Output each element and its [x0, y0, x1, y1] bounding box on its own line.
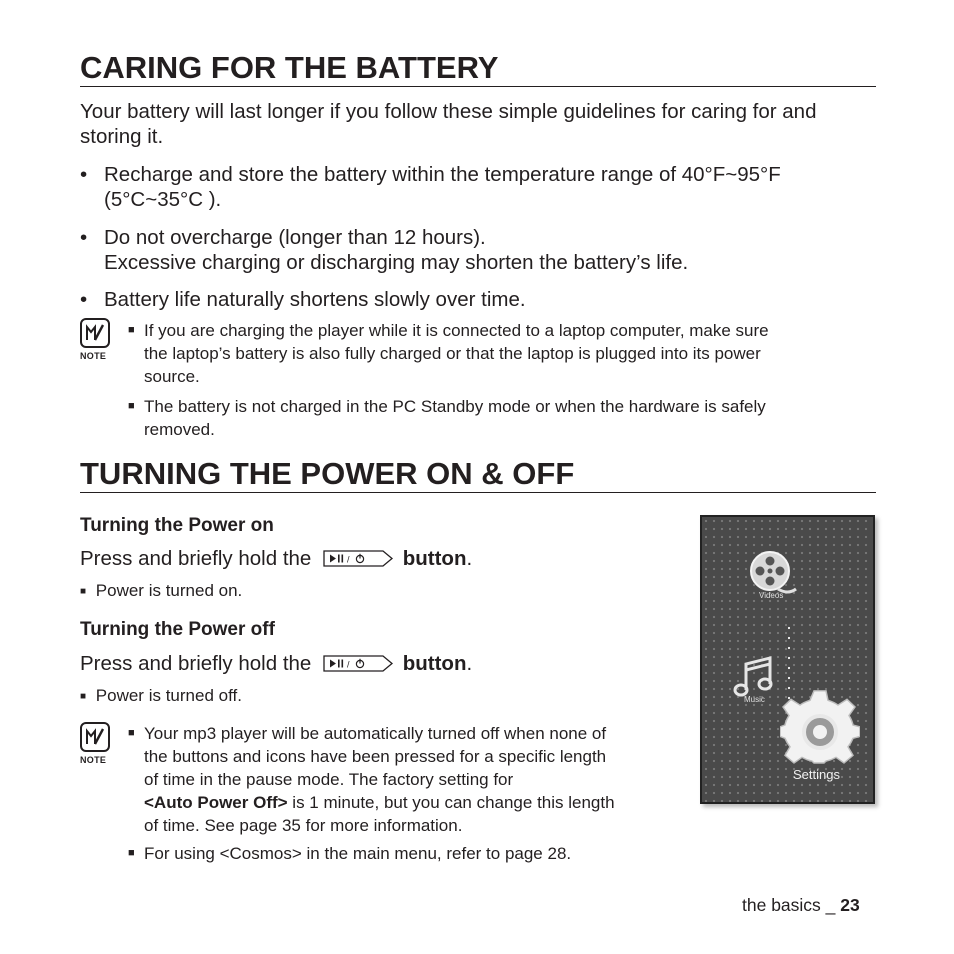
- instruction-text: Press and briefly hold the: [80, 652, 312, 675]
- title-rule: [80, 492, 876, 493]
- svg-text:/: /: [347, 659, 350, 670]
- note-text: of time in the pause mode. The factory setting for: [144, 770, 514, 789]
- button-word: button: [402, 547, 467, 570]
- bullet-text: (5°C~35°C ).: [104, 188, 222, 211]
- play-pause-button-icon: [323, 550, 393, 567]
- heading-power-off: Turning the Power off: [80, 619, 275, 640]
- settings-label: Settings: [793, 767, 840, 782]
- instruction-text: Press and briefly hold the: [80, 547, 312, 570]
- note-label: NOTE: [80, 755, 107, 765]
- page-footer: [742, 895, 860, 916]
- bullet-text: Excessive charging or discharging may shorten the battery’s life.: [104, 251, 689, 274]
- note-text: of time. See page 35 for more information.: [144, 816, 463, 835]
- bullet-text: Do not overcharge (longer than 12 hours).: [104, 226, 486, 249]
- period: .: [466, 547, 473, 570]
- play-pause-button-icon: [323, 655, 393, 672]
- button-word: button: [402, 652, 467, 675]
- square-bullet: ■: [80, 691, 87, 702]
- section-title-battery: CARING FOR THE BATTERY: [80, 50, 499, 85]
- note-text: If you are charging the player while it is connected to a laptop computer, make sure: [144, 321, 769, 340]
- auto-power-off-label: <Auto Power Off>: [144, 793, 288, 812]
- section-title-power: TURNING THE POWER ON & OFF: [80, 456, 575, 491]
- note-label: NOTE: [80, 351, 107, 361]
- title-rule: [80, 86, 876, 87]
- heading-power-on: Turning the Power on: [80, 515, 274, 536]
- result-power-off: [80, 684, 242, 708]
- svg-text:/: /: [347, 554, 350, 565]
- square-bullet: ■: [80, 586, 87, 597]
- result-text: Power is turned off.: [95, 686, 242, 705]
- music-icon: [732, 654, 776, 700]
- note-text: the laptop’s battery is also fully charged or that the laptop is plugged into its power: [144, 344, 761, 363]
- note-icon: [80, 722, 110, 752]
- result-text: Power is turned on.: [95, 581, 243, 600]
- videos-label: Videos: [759, 591, 784, 600]
- music-label: Music: [744, 695, 765, 704]
- instruction-power-on: [80, 546, 472, 571]
- device-screen-image: [700, 515, 875, 804]
- note-icon: [80, 318, 110, 348]
- instruction-power-off: [80, 651, 472, 676]
- note-text: Your mp3 player will be automatically turned off when none of: [144, 724, 607, 743]
- bullet-dot: •: [80, 288, 88, 311]
- page-number: 23: [840, 895, 860, 915]
- footer-section: the basics _: [742, 895, 841, 915]
- settings-gear-icon: [780, 689, 860, 769]
- result-power-on: [80, 579, 242, 603]
- note-text: source.: [144, 367, 200, 386]
- note-text: is 1 minute, but you can change this length: [287, 793, 615, 812]
- note-text: For using <Cosmos> in the main menu, refer to page 28.: [144, 844, 572, 863]
- note-text: The battery is not charged in the PC Standby mode or when the hardware is safely: [144, 397, 766, 416]
- bullet-text: Battery life naturally shortens slowly over time.: [104, 288, 526, 311]
- bullet-text: Recharge and store the battery within the temperature range of 40°F~95°F: [104, 163, 781, 186]
- note-text: removed.: [144, 420, 215, 439]
- bullet-dot: •: [80, 226, 88, 249]
- intro-paragraph: Your battery will last longer if you follow these simple guidelines for caring for and storing it.: [80, 100, 817, 148]
- period: .: [466, 652, 473, 675]
- bullet-dot: •: [80, 163, 88, 186]
- note-text: the buttons and icons have been pressed for a specific length: [144, 747, 607, 766]
